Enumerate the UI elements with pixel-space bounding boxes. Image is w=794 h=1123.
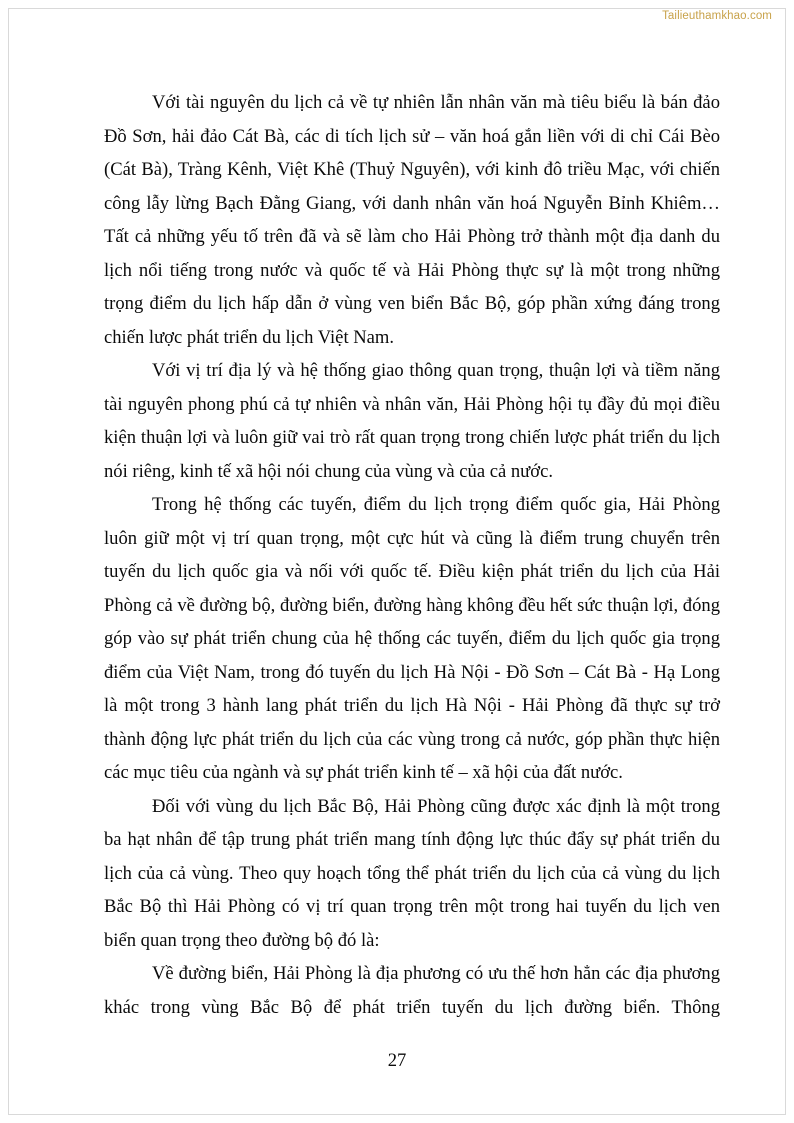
paragraph: Trong hệ thống các tuyến, điểm du lịch trọng điểm quốc gia, Hải Phòng luôn giữ một vị trí quan trọng, một cực hút và cũng là điểm trung chuyển trên tuyến du lịch quốc gia và nối với quốc tế. Điều kiện phát triển du lịch của Hải Phòng cả về đường bộ, đường biển, đường hàng không đều hết sức thuận lợi, đóng góp vào sự phát triển chung của hệ thống các tuyến, điểm du lịch quốc gia trọng điểm của Việt Nam, trong đó tuyến du lịch Hà Nội - Đồ Sơn – Cát Bà - Hạ Long là một trong 3 hành lang phát triển du lịch Hà Nội - Hải Phòng đã thực sự trở thành động lực phát triển du lịch của các vùng trong cả nước, góp phần thực hiện các mục tiêu của ngành và sự phát triển kinh tế – xã hội của đất nước. xyxy=(104,494,720,783)
paragraph: Với vị trí địa lý và hệ thống giao thông quan trọng, thuận lợi và tiềm năng tài nguyên phong phú cả tự nhiên và nhân văn, Hải Phòng hội tụ đầy đủ mọi điều kiện thuận lợi và luôn giữ vai trò rất quan trọng trong chiến lược phát triển du lịch nói riêng, kinh tế xã hội nói chung của vùng và của cả nước. xyxy=(104,360,720,482)
paragraph: Với tài nguyên du lịch cả về tự nhiên lẫn nhân văn mà tiêu biểu là bán đảo Đồ Sơn, hải đảo Cát Bà, các di tích lịch sử – văn hoá gắn liền với di chỉ Cái Bèo (Cát Bà), Tràng Kênh, Việt Khê (Thuỷ Nguyên), với kinh đô triều Mạc, với chiến công lẫy lừng Bạch Đằng Giang, với danh nhân văn hoá Nguyễn Bỉnh Khiêm… Tất cả những yếu tố trên đã và sẽ làm cho Hải Phòng trở thành một địa danh du lịch nổi tiếng trong nước và quốc tế và Hải Phòng thực sự là một trong những trọng điểm du lịch hấp dẫn ở vùng ven biển Bắc Bộ, góp phần xứng đáng trong chiến lược phát triển du lịch Việt Nam. xyxy=(104,92,720,348)
paragraph: Về đường biển, Hải Phòng là địa phương có ưu thế hơn hẳn các địa phương khác trong vùng Bắc Bộ để phát triển tuyến du lịch đường biển. Thông xyxy=(104,963,720,1018)
page-number: 27 xyxy=(387,1050,407,1071)
paragraph: Đối với vùng du lịch Bắc Bộ, Hải Phòng cũng được xác định là một trong ba hạt nhân để tập trung phát triển mang tính động lực thúc đẩy sự phát triển du lịch của cả vùng. Theo quy hoạch tổng thể phát triển du lịch của cả vùng du lịch Bắc Bộ thì Hải Phòng có vị trí quan trọng trên một trong hai tuyến du lịch ven biển quan trọng theo đường bộ đó là: xyxy=(104,795,720,951)
page-content xyxy=(104,86,720,1024)
watermark-text: Tailieuthamkhao.com xyxy=(662,10,772,22)
